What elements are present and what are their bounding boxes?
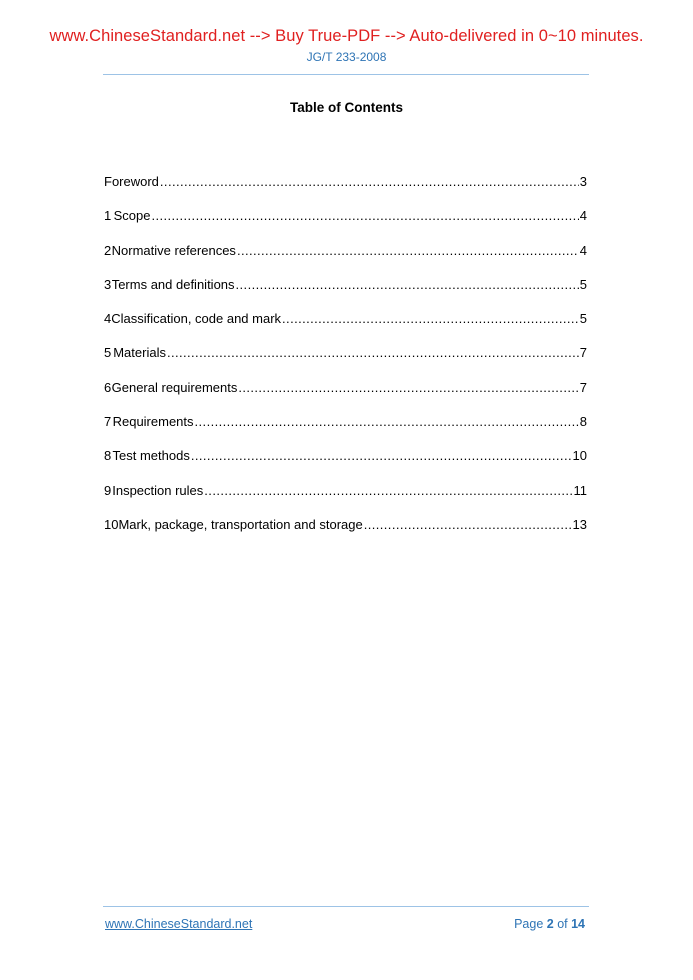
toc-entry-label: Scope [113,208,151,224]
toc-entry-mark-package[interactable] [104,517,587,551]
toc-entry-number: 1 [104,208,112,224]
header-divider [103,74,589,75]
footer-divider [103,906,589,907]
toc-entry-number: 4 [104,311,112,327]
page-total: 14 [571,917,585,931]
toc-leader [237,243,579,258]
toc-entry-label: Requirements [112,414,194,430]
toc-entry-label: Mark, package, transportation and storage [118,516,363,532]
toc-leader [364,517,572,532]
toc-leader [160,174,579,189]
toc-entry-materials[interactable] [104,345,587,379]
toc-leader [191,448,572,463]
toc-entry-page: 8 [579,414,587,430]
toc-entry-page: 13 [572,516,587,532]
toc-leader [195,414,579,429]
toc-entry-foreword[interactable] [104,174,587,208]
toc-entry-page: 7 [579,379,587,395]
toc-leader [151,208,578,223]
toc-leader [167,345,579,360]
toc-entry-number: 9 [104,482,112,498]
toc-entry-number: 5 [104,345,112,361]
toc-entry-page: 5 [579,276,587,292]
toc-entry-scope[interactable] [104,208,587,242]
toc-entry-label: Foreword [104,174,159,189]
toc-entry-inspection-rules[interactable] [104,483,587,517]
toc-leader [238,380,578,395]
toc-list [104,174,587,551]
toc-entry-number: 3 [104,276,112,292]
toc-entry-label: Normative references [111,242,236,258]
toc-entry-label: Test methods [112,448,190,464]
toc-entry-number: 2 [104,242,112,258]
footer-website-link[interactable]: www.ChineseStandard.net [105,917,253,931]
toc-entry-label: Inspection rules [112,482,204,498]
standard-code: JG/T 233-2008 [306,50,387,64]
banner-text: www.ChineseStandard.net --> Buy True-PDF --> Auto-delivered in 0~10 minutes. [49,27,644,45]
toc-leader [204,483,572,498]
toc-entry-normative-references[interactable] [104,243,587,277]
toc-entry-requirements[interactable] [104,414,587,448]
toc-entry-general-requirements[interactable] [104,380,587,414]
page-of: of [553,917,572,931]
page-prefix: Page [514,917,547,931]
toc-entry-page: 10 [572,448,587,464]
toc-entry-number: 7 [104,414,112,430]
toc-leader [236,277,579,292]
toc-entry-page: 4 [579,208,587,224]
toc-entry-classification[interactable] [104,311,587,345]
toc-entry-page: 11 [573,482,587,498]
toc-entry-label: General requirements [111,379,238,395]
toc-entry-number: 6 [104,379,112,395]
toc-entry-page: 4 [579,242,587,258]
toc-entry-terms-and-definitions[interactable] [104,277,587,311]
toc-leader [282,311,579,326]
toc-entry-label: Classification, code and mark [111,311,282,327]
toc-entry-label: Materials [113,345,166,361]
toc-entry-page: 7 [579,345,587,361]
toc-entry-number: 10 [104,516,119,532]
toc-entry-page: 5 [579,311,587,327]
toc-title: Table of Contents [290,100,403,115]
toc-entry-test-methods[interactable] [104,448,587,482]
toc-entry-label: Terms and definitions [111,276,235,292]
page-current: 2 [546,917,554,931]
page-number [514,917,585,931]
toc-entry-page: 3 [579,174,587,189]
toc-entry-number: 8 [104,448,112,464]
